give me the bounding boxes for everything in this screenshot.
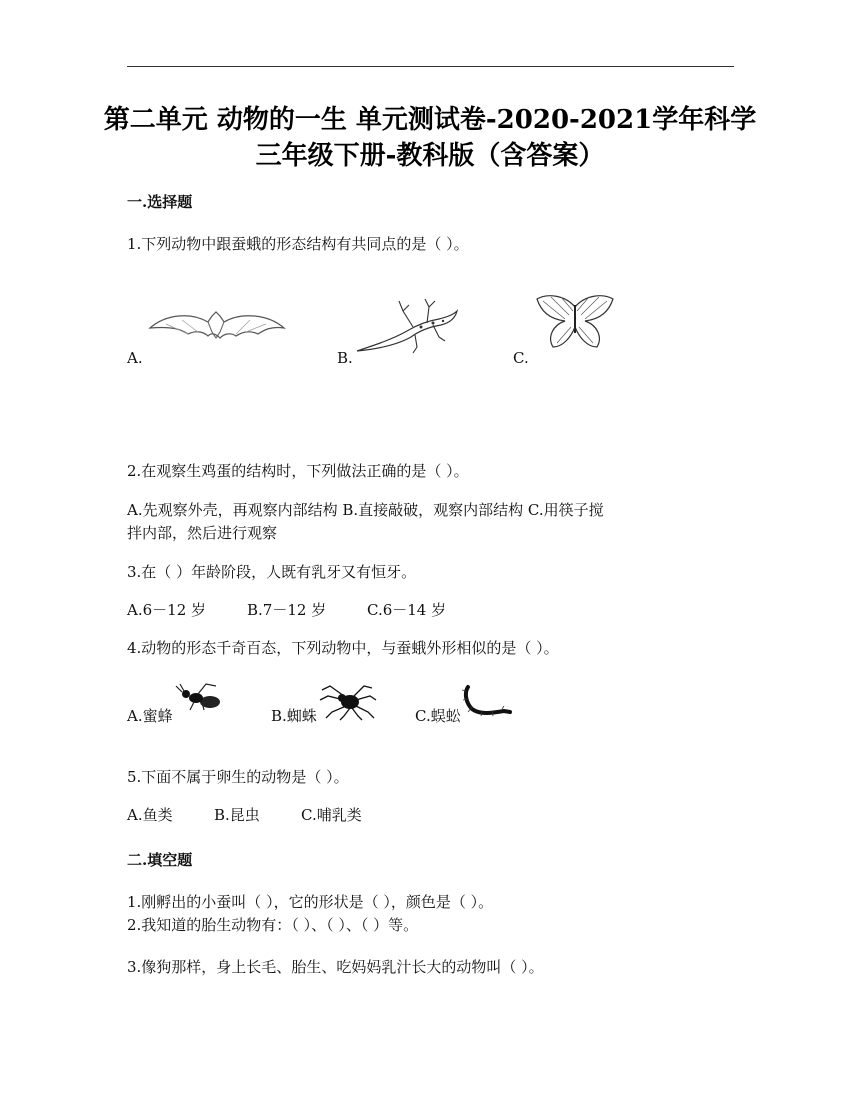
q2-stem: 2.在观察生鸡蛋的结构时，下列做法正确的是（ ）。 bbox=[127, 462, 469, 480]
fill-q2: 2.我知道的胎生动物有：（ ）、（ ）、（ ）等。 bbox=[127, 916, 419, 934]
header-rule bbox=[127, 66, 734, 67]
q2-options-line1: A.先观察外壳，再观察内部结构 B.直接敲破，观察内部结构 C.用筷子搅 bbox=[127, 501, 604, 519]
q1-stem: 1.下列动物中跟蚕蛾的形态结构有共同点的是（ ）。 bbox=[127, 235, 469, 253]
q5-option-b: B.昆虫 bbox=[214, 806, 260, 824]
bee-picture bbox=[176, 682, 226, 712]
fill-q3: 3.像狗那样，身上长毛、胎生、吃妈妈乳汁长大的动物叫（ ）。 bbox=[127, 958, 544, 976]
q4-stem: 4.动物的形态千奇百态，下列动物中，与蚕蛾外形相似的是（ ）。 bbox=[127, 639, 559, 657]
q4-option-a: A.蜜蜂 bbox=[127, 707, 173, 725]
q1-option-a: A. bbox=[127, 349, 143, 367]
butterfly-picture bbox=[535, 293, 615, 351]
doc-title-line2: 三年级下册-教科版（含答案） bbox=[255, 141, 605, 171]
q3-stem: 3.在（ ）年龄阶段，人既有乳牙又有恒牙。 bbox=[127, 563, 417, 581]
q3-option-a: A.6－12 岁 bbox=[127, 601, 206, 619]
q4-option-b: B.蜘蛛 bbox=[271, 707, 317, 725]
centipede-picture bbox=[462, 685, 512, 717]
q5-option-a: A.鱼类 bbox=[127, 806, 173, 824]
q4-option-c: C.蜈蚣 bbox=[415, 707, 461, 725]
section2-heading: 二.填空题 bbox=[127, 851, 193, 869]
q3-option-c: C.6－14 岁 bbox=[367, 601, 447, 619]
q1-option-b: B. bbox=[337, 349, 353, 367]
bat-picture bbox=[146, 304, 288, 344]
q1-option-c: C. bbox=[513, 349, 529, 367]
spider-picture bbox=[320, 682, 378, 720]
section1-heading: 一.选择题 bbox=[127, 193, 193, 211]
q2-options-line2: 拌内部，然后进行观察 bbox=[127, 524, 278, 542]
fill-q1: 1.刚孵出的小蚕叫（ ），它的形状是（ ），颜色是（ ）。 bbox=[127, 893, 494, 911]
q3-option-b: B.7－12 岁 bbox=[247, 601, 327, 619]
doc-title-line1: 第二单元 动物的一生 单元测试卷-2020-2021学年科学 bbox=[103, 105, 757, 135]
lizard-picture bbox=[355, 297, 460, 355]
q5-stem: 5.下面不属于卵生的动物是（ ）。 bbox=[127, 768, 349, 786]
q5-option-c: C.哺乳类 bbox=[301, 806, 362, 824]
